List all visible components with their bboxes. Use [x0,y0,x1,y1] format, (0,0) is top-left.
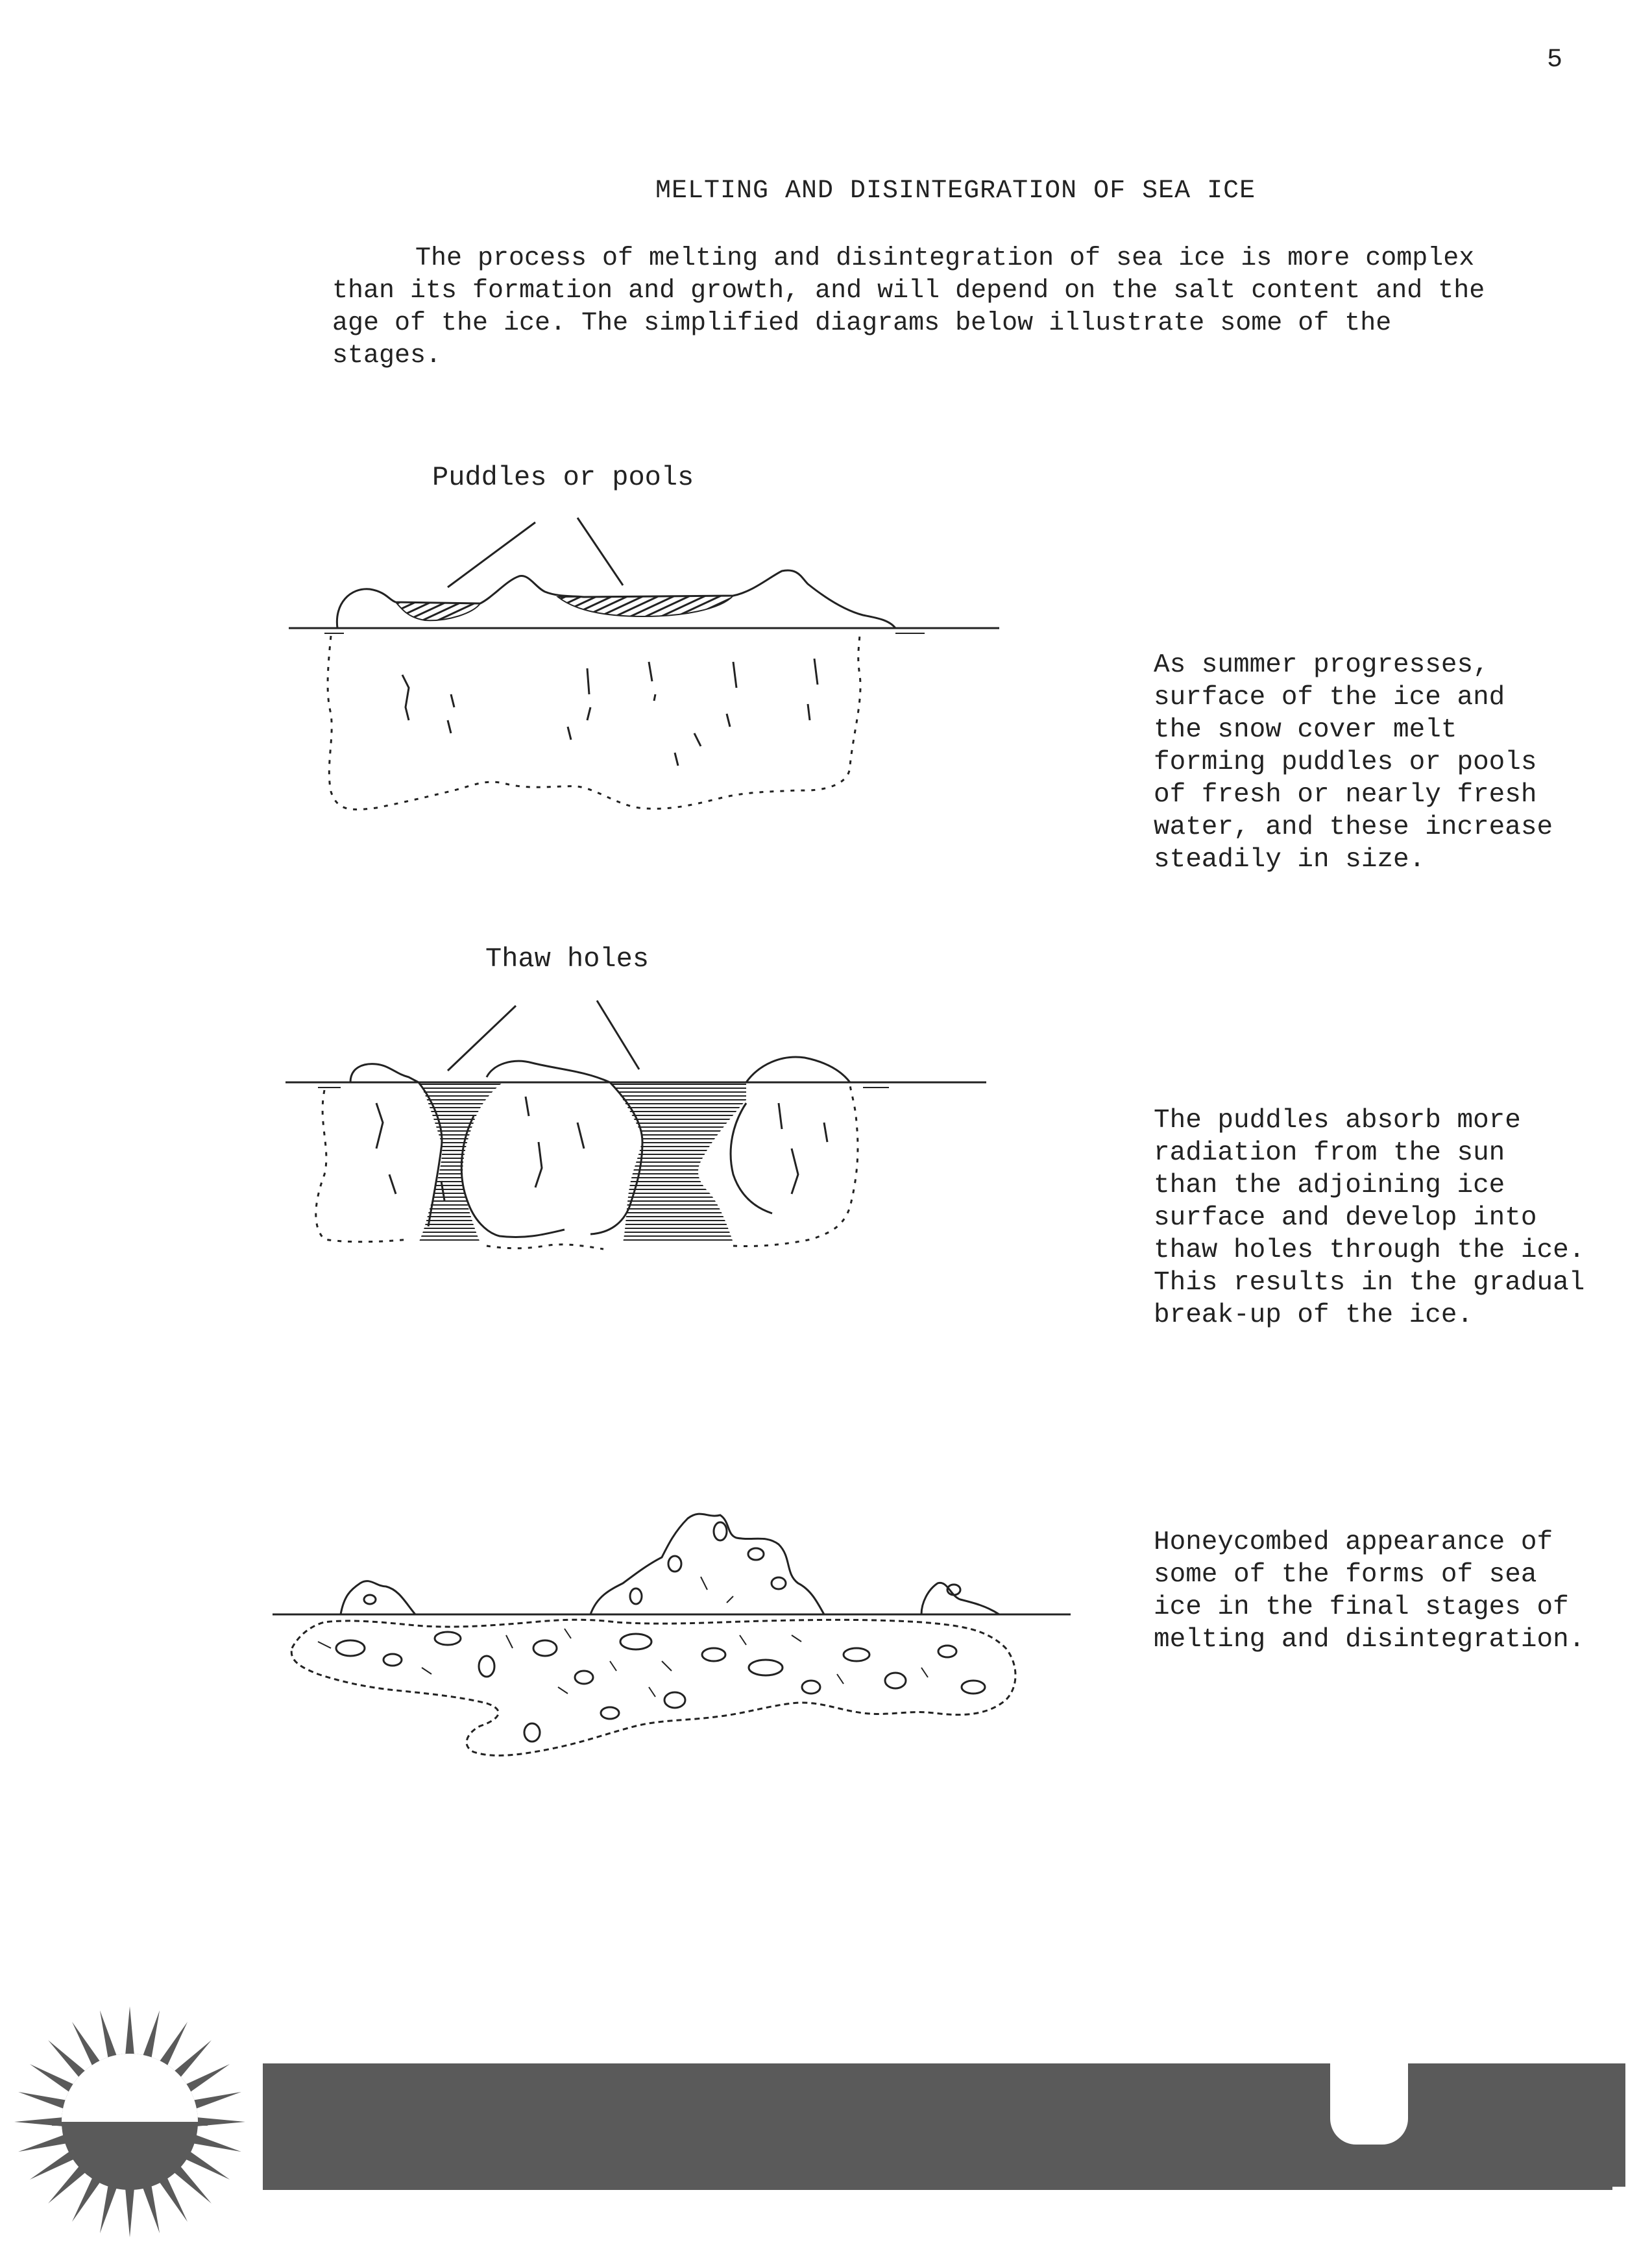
intro-line: The process of melting and disintegration of sea ice is more complex [415,244,1475,273]
sun-ray [30,2150,76,2180]
intro-line: than its formation and growth, and will depend on the salt content and the [332,276,1485,306]
sun-ray [158,2022,188,2068]
page-number: 5 [1547,45,1563,75]
sun-ray [72,2176,101,2222]
sun-ray [142,2010,160,2060]
sun-ray [100,2010,117,2060]
sun-ray [72,2022,101,2068]
description-line: surface and develop into [1154,1203,1537,1233]
puddles-diagram [279,506,1045,844]
description-line: some of the forms of sea [1154,1560,1537,1590]
puddles-label: Puddles or pools [432,462,694,493]
sun-ray [125,2006,134,2057]
description-line: ice in the final stages of [1154,1592,1569,1622]
sun-ray [172,2040,211,2079]
sun-ray [48,2164,87,2203]
sun-ray [142,2183,160,2233]
description-line: This results in the gradual [1154,1268,1585,1298]
description-line: As summer progresses, [1154,650,1489,680]
sun-ray [184,2150,230,2180]
honeycombed-description [1154,1526,1585,1656]
footer-bar-notch [1330,2063,1408,2145]
intro-paragraph [332,243,1539,372]
intro-line: age of the ice. The simplified diagrams below illustrate some of the [332,309,1392,338]
sun-ray [18,2134,68,2152]
thaw-holes-label: Thaw holes [485,943,650,975]
page-title: MELTING AND DISINTEGRATION OF SEA ICE [655,176,1256,206]
puddles-description [1154,649,1553,876]
description-line: forming puddles or pools [1154,748,1537,777]
thaw-holes-description [1154,1104,1585,1331]
sun-ray [30,2064,76,2093]
sun-ray [48,2040,87,2079]
description-line: of fresh or nearly fresh [1154,780,1537,810]
sun-ray [158,2176,188,2222]
sun-ray [125,2187,134,2237]
sun-ray [191,2092,241,2109]
sun-ray [184,2064,230,2093]
sun-burst-icon [13,2005,247,2239]
sun-ray [18,2092,68,2109]
description-line: melting and disintegration. [1154,1625,1585,1655]
description-line: steadily in size. [1154,845,1426,875]
description-line: surface of the ice and [1154,683,1505,712]
description-line: thaw holes through the ice. [1154,1235,1585,1265]
description-line: water, and these increase [1154,812,1553,842]
sun-ray [191,2134,241,2152]
honeycombed-diagram [273,1492,1077,1778]
sun-ray [100,2183,117,2233]
description-line: the snow cover melt [1154,715,1457,745]
description-line: The puddles absorb more [1154,1106,1521,1136]
description-line: radiation from the sun [1154,1138,1505,1168]
description-line: Honeycombed appearance of [1154,1527,1553,1557]
sun-ray [172,2164,211,2203]
description-line: break-up of the ice. [1154,1300,1474,1330]
footer-bar-lower [263,2145,1612,2190]
description-line: than the adjoining ice [1154,1171,1505,1200]
intro-line: stages. [332,341,442,371]
thaw-holes-diagram [279,993,993,1265]
